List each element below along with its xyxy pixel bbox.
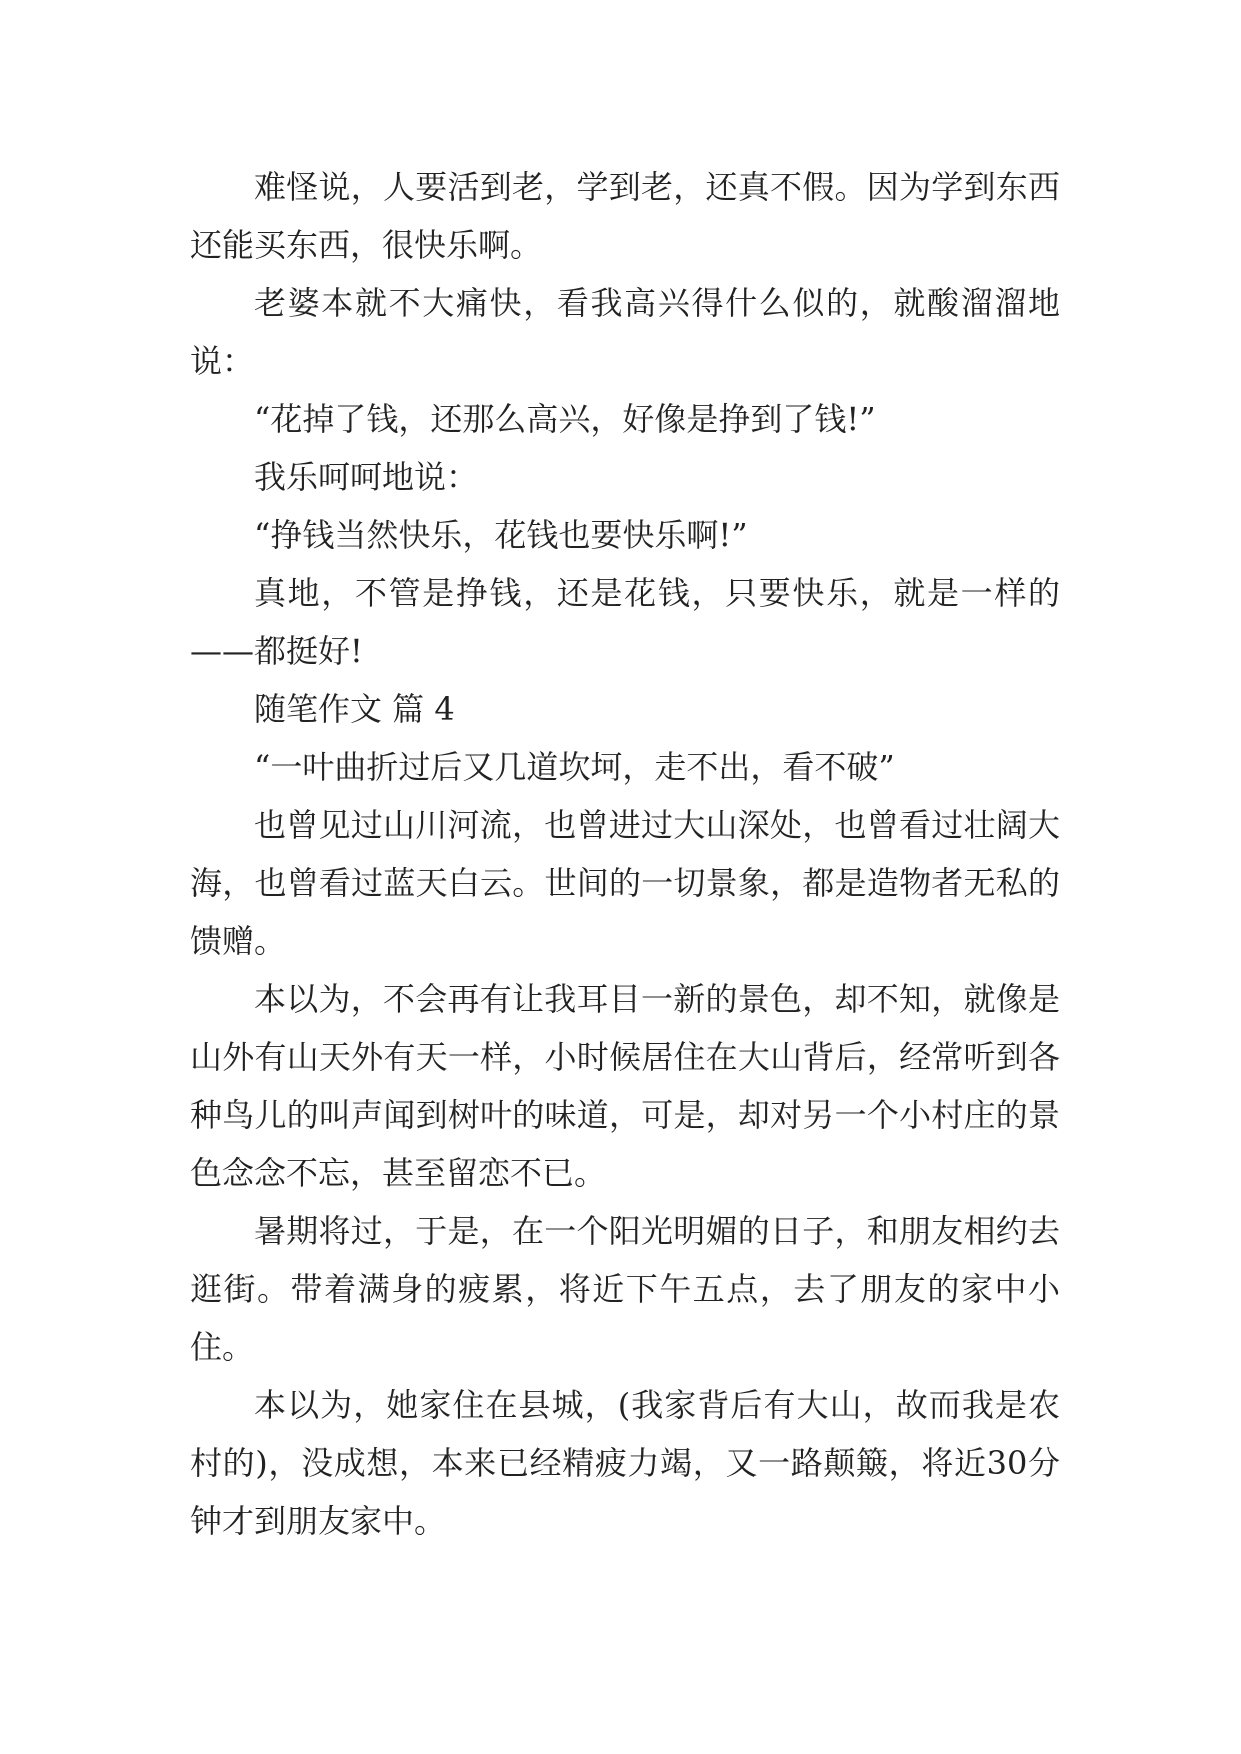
section-heading: 随笔作文 篇 4: [254, 690, 455, 728]
paragraph-6: 真地，不管是挣钱，还是花钱，只要快乐，就是一样的——都挺好!: [190, 574, 1060, 670]
paragraph-1: 难怪说，人要活到老，学到老，还真不假。因为学到东西还能买东西，很快乐啊。: [190, 168, 1060, 264]
paragraph-9: 也曾见过山川河流，也曾进过大山深处，也曾看过壮阔大海，也曾看过蓝天白云。世间的一切景象，都是造物者无私的馈赠。: [190, 806, 1060, 960]
paragraph-3: “花掉了钱，还那么高兴，好像是挣到了钱!”: [254, 400, 876, 438]
document-body: [190, 158, 1060, 1550]
paragraph-8: “一叶曲折过后又几道坎坷，走不出，看不破”: [254, 748, 895, 786]
paragraph-10: 本以为，不会再有让我耳目一新的景色，却不知，就像是山外有山天外有天一样，小时候居住在大山背后，经常听到各种鸟儿的叫声闻到树叶的味道，可是，却对另一个小村庄的景色念念不忘，甚至留恋不已。: [190, 980, 1060, 1192]
paragraph-12: 本以为，她家住在县城，(我家背后有大山，故而我是农村的)，没成想，本来已经精疲力竭，又一路颠簸，将近30分钟才到朋友家中。: [190, 1386, 1060, 1540]
paragraph-4: 我乐呵呵地说：: [254, 458, 479, 496]
paragraph-11: 暑期将过，于是，在一个阳光明媚的日子，和朋友相约去逛街。带着满身的疲累，将近下午五点，去了朋友的家中小住。: [190, 1212, 1060, 1366]
paragraph-5: “挣钱当然快乐，花钱也要快乐啊!”: [254, 516, 748, 554]
paragraph-2: 老婆本就不大痛快，看我高兴得什么似的，就酸溜溜地说：: [190, 284, 1060, 380]
